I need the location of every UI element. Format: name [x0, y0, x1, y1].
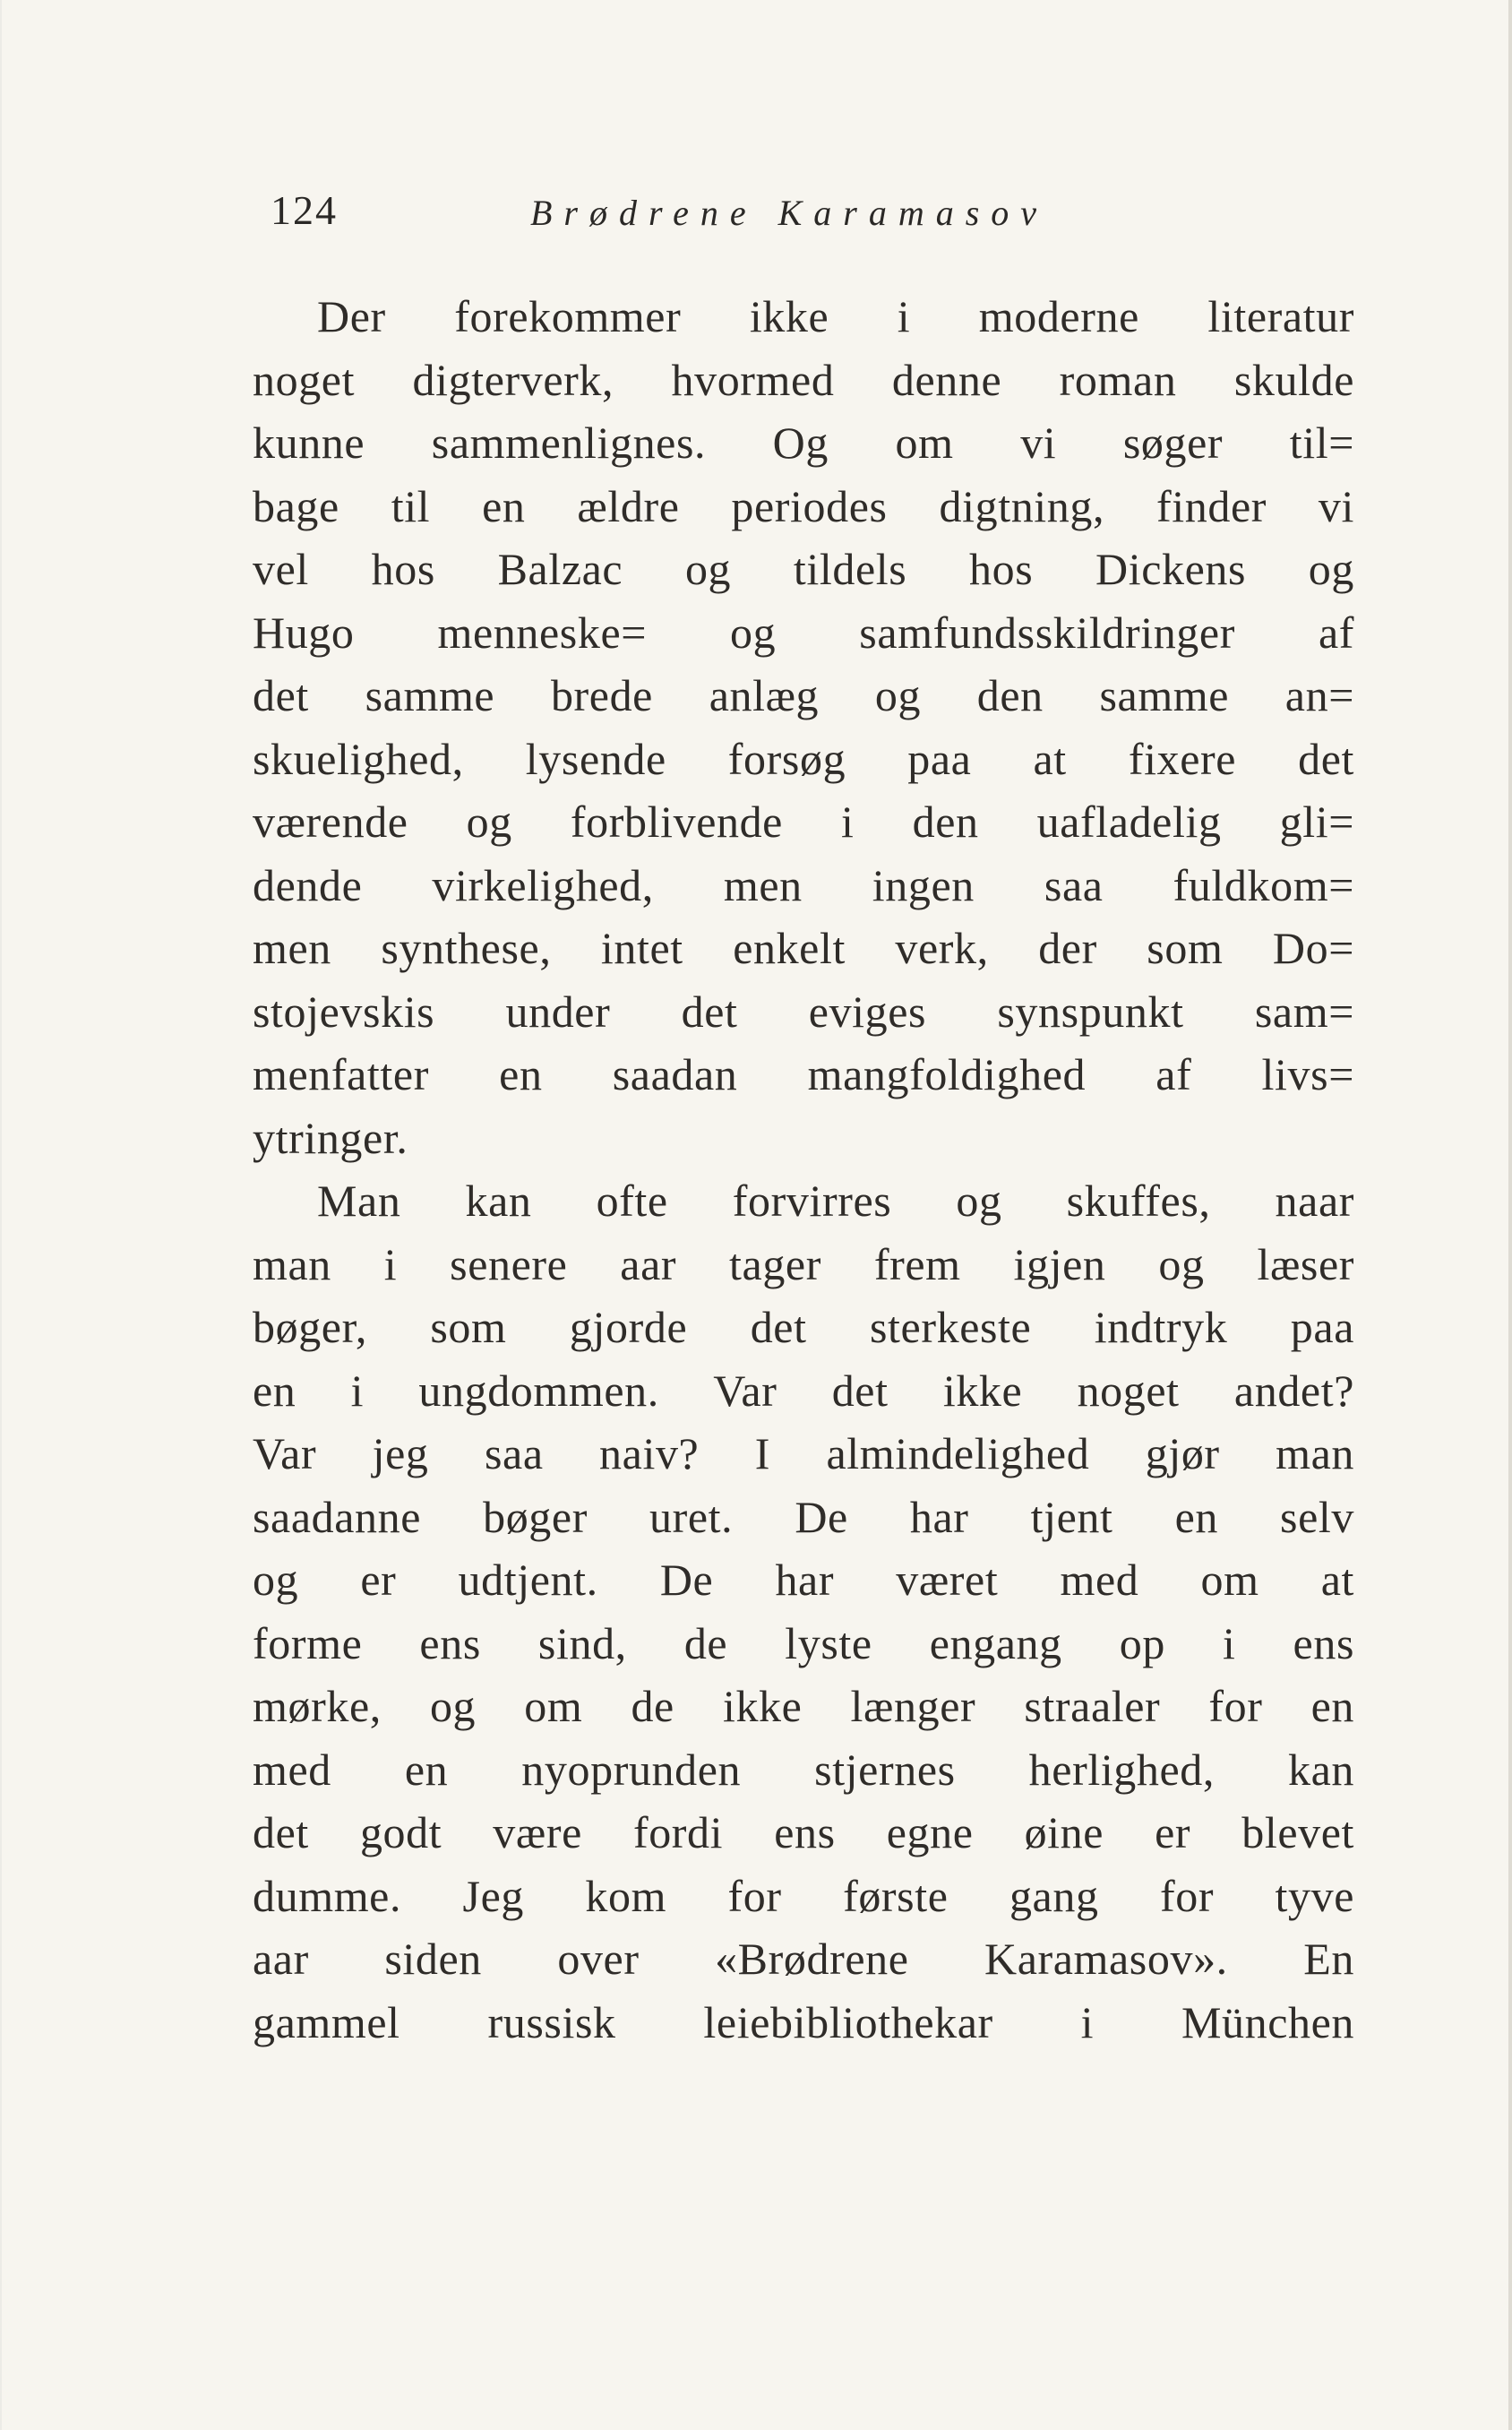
text-line: saadanne bøger uret. De har tjent en selv	[253, 1491, 1354, 1542]
text-line: aar siden over «Brødrene Karamasov». En	[253, 1934, 1354, 1984]
text-line: med en nyoprunden stjernes herlighed, kan	[253, 1744, 1354, 1795]
text-line: dumme. Jeg kom for første gang for tyve	[253, 1870, 1354, 1921]
text-line: mørke, og om de ikke længer straaler for en	[253, 1681, 1354, 1731]
text-line: kunne sammenlignes. Og om vi søger til=	[253, 418, 1354, 468]
text-line: en i ungdommen. Var det ikke noget andet?	[253, 1365, 1354, 1416]
text-line: menfatter en saadan mangfoldighed af livs=	[253, 1049, 1354, 1099]
text-line: det godt være fordi ens egne øine er blevet	[253, 1807, 1354, 1857]
text-line: det samme brede anlæg og den samme an=	[253, 670, 1354, 720]
paragraph-1	[253, 285, 1354, 1169]
text-line: værende og forblivende i den uafladelig gli=	[253, 797, 1354, 847]
text-line: forme ens sind, de lyste engang op i ens	[253, 1617, 1354, 1668]
page-number: 124	[271, 187, 338, 233]
text-line: dende virkelighed, men ingen saa fuldkom=	[253, 859, 1354, 910]
text-line: gammel russisk leiebibliothekar i München	[253, 1996, 1354, 2047]
text-line: skuelighed, lysende forsøg paa at fixere det	[253, 733, 1354, 784]
body-text	[253, 285, 1354, 2054]
running-title: Brødrene Karamasov	[530, 193, 1049, 233]
text-line: Der forekommer ikke i moderne literatur	[317, 291, 1354, 341]
text-line: man i senere aar tager frem igjen og læser	[253, 1238, 1354, 1289]
text-line: vel hos Balzac og tildels hos Dickens og	[253, 544, 1354, 594]
text-line: noget digterverk, hvormed denne roman skulde	[253, 354, 1354, 405]
page-header	[271, 186, 1381, 249]
text-line: Man kan ofte forvirres og skuffes, naar	[317, 1176, 1354, 1226]
text-line: bage til en ældre periodes digtning, finder vi	[253, 480, 1354, 531]
text-line: ytringer.	[253, 1112, 408, 1163]
paragraph-2	[253, 1169, 1354, 2054]
text-line: Var jeg saa naiv? I almindelighed gjør man	[253, 1428, 1354, 1478]
text-line: og er udtjent. De har været med om at	[253, 1555, 1354, 1605]
text-line: stojevskis under det eviges synspunkt sam=	[253, 986, 1354, 1037]
text-line: men synthese, intet enkelt verk, der som Do=	[253, 923, 1354, 973]
text-line: Hugo menneske= og samfundsskildringer af	[253, 607, 1354, 658]
text-line: bøger, som gjorde det sterkeste indtryk paa	[253, 1302, 1354, 1352]
